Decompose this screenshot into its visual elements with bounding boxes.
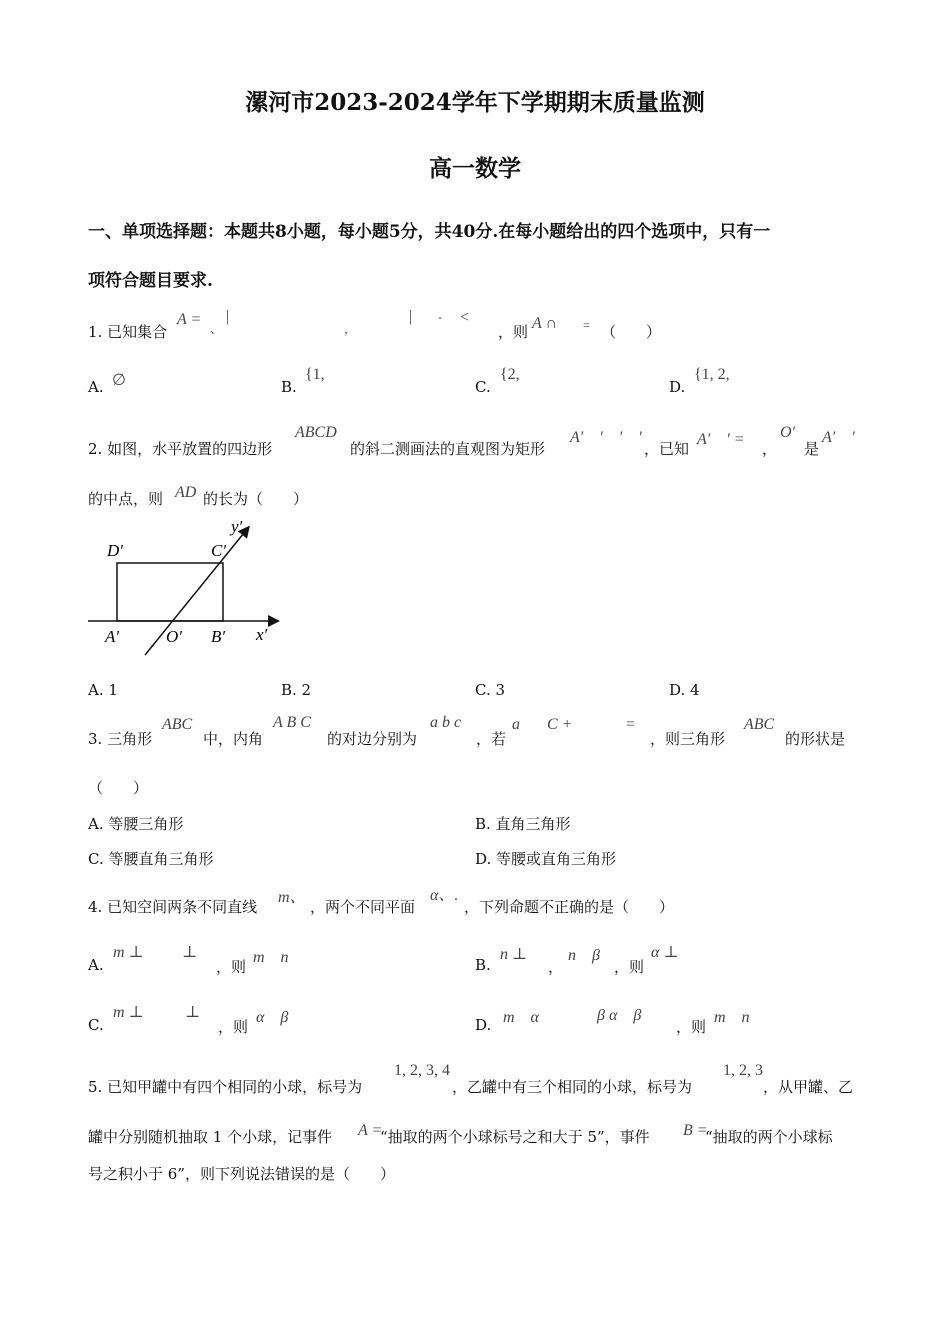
q1-text: ，则 [498,323,529,341]
q4-option-a-math: ⊥ [182,944,198,961]
page-title: 漯河市2023-2024学年下学期期末质量监测 [245,89,705,116]
q1-math: - [438,310,442,324]
q1-math: A ∩ [532,315,558,332]
q1-option-b-label: B. [281,378,297,396]
q2-option-c: C. 3 [475,681,506,699]
q4-option-b-math: n β [568,947,600,964]
page-subtitle: 高一数学 [429,155,521,182]
q1-option-c-math: {2, [500,366,520,383]
q1-math: 、 [210,322,223,336]
q4-option-d-math: m α [503,1009,539,1026]
q2-text: ， [762,440,778,458]
q1-math: | [409,308,413,325]
label-b: B′ [211,627,226,646]
q1-option-a-math: ∅ [112,372,126,389]
q5-math: B = [683,1122,708,1139]
q4-math: m、 [278,889,306,906]
q3-math: a [512,716,520,733]
q3-text: 中，内角 [203,730,264,748]
q4-option-c-math: ⊥ [185,1004,201,1021]
label-d: D′ [107,541,123,560]
q5-stem: 5. 已知甲罐中有四个相同的小球，标号为 [88,1078,363,1096]
q3-math: ABC [162,716,193,733]
q5-line2-text: “抽取的两个小球标号之和大于 5”，事件 [380,1128,650,1146]
q3-math: C + [547,716,573,733]
q1-option-d-math: {1, 2, [694,366,730,383]
q2-text: 是 [804,440,820,458]
q4-option-a-label: A. [88,956,104,974]
q3-text: ，若 [476,730,507,748]
q2-option-d: D. 4 [669,681,700,699]
q4-text: ，两个不同平面 [310,898,416,916]
q4-option-b-math: α ⊥ [651,944,679,961]
q3-text: 的对边分别为 [327,730,418,748]
q4-option-c-text: ，则 [218,1018,249,1036]
q1-math: | [226,308,230,325]
q2-math: A′ ′ [822,429,855,446]
q3-option-d: D. 等腰或直角三角形 [475,850,617,868]
q5-text: ，乙罐中有三个相同的小球，标号为 [452,1078,693,1096]
q2-math: AD [175,484,197,501]
q4-option-a-math: m n [253,949,289,966]
label-c: C′ [211,541,227,560]
q4-option-d-text: ，则 [676,1018,707,1036]
q3-math: a b c [430,714,462,731]
q3-text: 的形状是 [785,730,846,748]
label-a: A′ [105,627,120,646]
oblique-projection-figure [85,515,285,665]
q1-option-a-label: A. [88,378,104,396]
q2-option-b: B. 2 [281,681,312,699]
q3-math: ABC [744,716,775,733]
y-axis [145,528,248,655]
q2-math: A′ ′ ′ ′ [570,429,642,446]
q2-text: ，已知 [644,440,690,458]
q1-math: A = [177,311,202,328]
q1-math: = [583,318,590,332]
label-y: y′ [231,517,243,536]
q4-stem: 4. 已知空间两条不同直线 [88,898,258,916]
q2-math: O′ [780,424,796,441]
q1-math: ， [344,322,357,336]
q4-option-a-math: m ⊥ [113,944,144,961]
q3-option-c: C. 等腰直角三角形 [88,850,214,868]
q5-math: 1, 2, 3 [723,1062,763,1079]
q4-option-b-label: B. [475,956,491,974]
q2-math: ABCD [295,424,337,441]
q4-option-a-text: ，则 [216,958,247,976]
q5-math: 1, 2, 3, 4 [394,1062,450,1079]
section-heading-line1: 一、单项选择题：本题共8小题，每小题5分，共40分.在每小题给出的四个选项中，只有一 [88,222,771,242]
q2-option-a: A. 1 [88,681,118,699]
q3-math: A B C [273,714,311,731]
q1-option-b-math: {1, [305,366,325,383]
q2-math: A′ ′ = [697,431,745,448]
q2-stem: 2. 如图，水平放置的四边形 [88,440,273,458]
q1-math: < [460,309,470,326]
q1-option-c-label: C. [475,378,491,396]
q4-option-d-math: m n [714,1009,750,1026]
q1-stem: 1. 已知集合 [88,323,168,341]
q4-option-d-label: D. [475,1016,492,1034]
q5-line3-text: 号之积小于 6”，则下列说法错误的是（ ） [88,1165,395,1183]
q3-option-a: A. 等腰三角形 [88,815,184,833]
q5-line2-text: 罐中分别随机抽取 1 个小球，记事件 [88,1128,333,1146]
q4-option-c-math: α β [256,1009,289,1026]
q4-option-b-text: ， [548,958,564,976]
q4-option-c-math: m ⊥ [113,1004,144,1021]
q5-line2-text: “抽取的两个小球标 [705,1128,833,1146]
q3-stem: 3. 三角形 [88,730,153,748]
q2-text: 的斜二测画法的直观图为矩形 [350,440,546,458]
q4-option-b-math: n ⊥ [500,946,528,963]
q4-option-b-text: ，则 [614,958,645,976]
rectangle-abcd [117,563,223,621]
q4-option-d-math: β α β [597,1007,642,1024]
q2-line2-text: 的中点，则 [88,490,164,508]
q3-math: = [626,716,636,733]
label-x: x′ [256,625,268,644]
q1-option-d-label: D. [669,378,686,396]
q5-text: ，从甲罐、乙 [763,1078,854,1096]
q3-blank: （ ） [88,779,149,797]
q4-math: α、. [430,887,459,904]
q2-line2-text: 的长为（ ） [203,490,309,508]
q4-text: ，下列命题不正确的是（ ） [464,898,675,916]
section-heading-line2: 项符合题目要求. [88,271,213,291]
q3-option-b: B. 直角三角形 [475,815,571,833]
q5-math: A = [358,1122,383,1139]
label-o: O′ [166,627,182,646]
q4-option-c-label: C. [88,1016,104,1034]
q3-text: ，则三角形 [650,730,726,748]
q1-blank: （ ） [601,323,662,341]
